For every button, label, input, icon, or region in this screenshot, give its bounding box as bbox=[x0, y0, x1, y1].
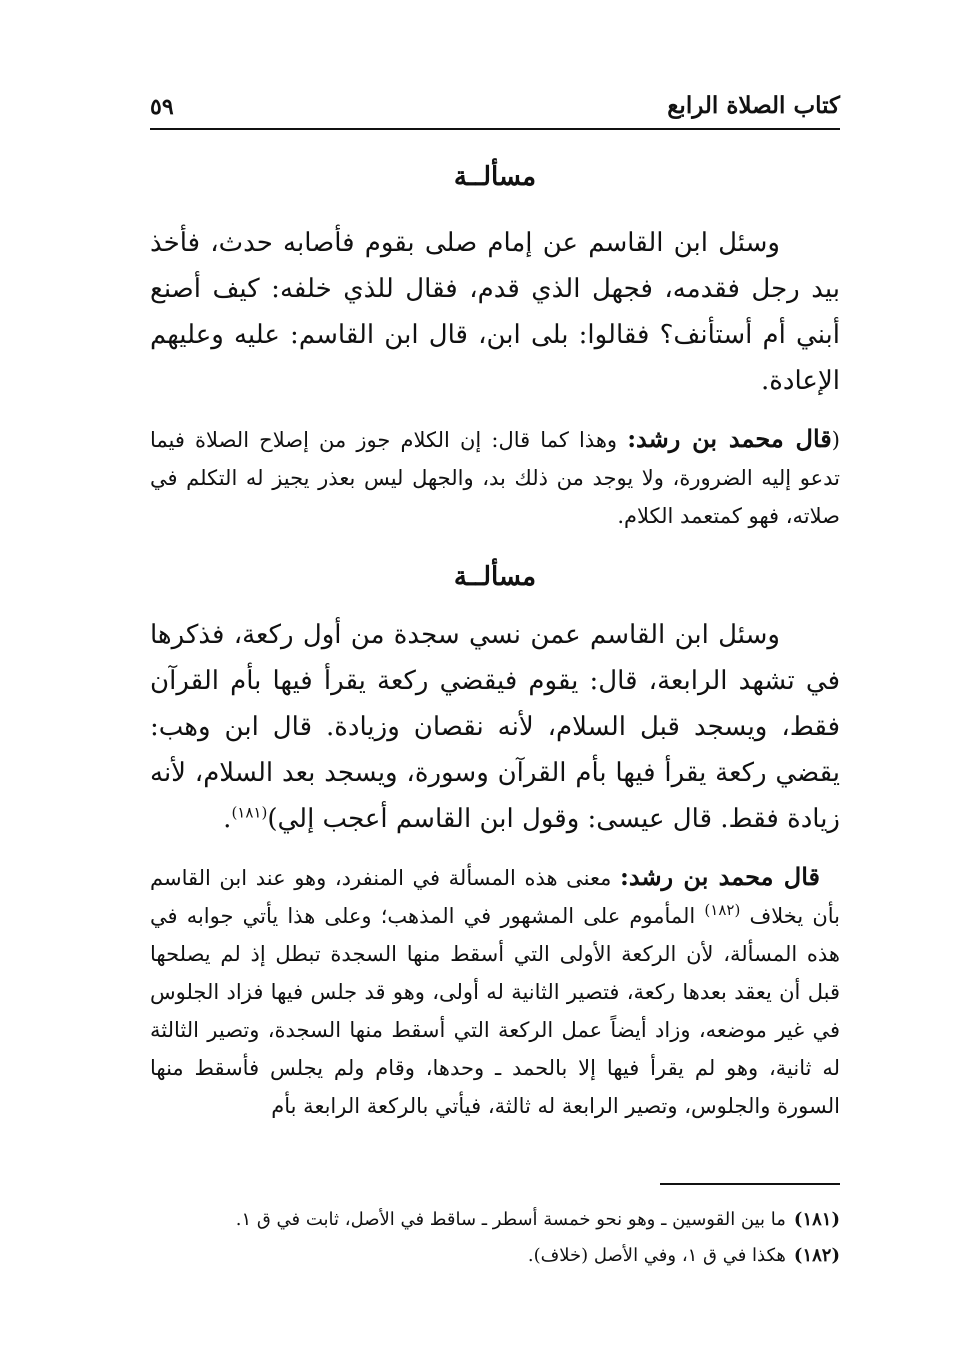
footnotes bbox=[150, 1202, 840, 1274]
footnote-separator bbox=[660, 1183, 840, 1185]
section-title: مسألــة bbox=[453, 562, 537, 592]
commentary-lead: قال محمد بن رشد: bbox=[627, 424, 832, 453]
footnote-number: (١٨٢) bbox=[793, 1245, 840, 1266]
commentary-text: المأموم على المشهور في المذهب؛ وعلى هذا يأتي جوابه في هذه المسألة، لأن الركعة الأولى التي أسقط منها السجدة تبطل إذ لم يصلحها قبل أن يعقد بعدها ركعة، فتصير الثانية له أولى، وهو قد جلس فيها فزاد الجلوس في غير موضعه، وزاد أيضاً عمل الركعة التي أسقط منها السجدة، وتصير الثالثة له ثانية، وهو لم يقرأ فيها إلا بالحمد ـ وحدها، وقام ولم يجلس فأسقط منها السورة والجلوس، وتصير الرابعة له ثالثة، فيأتي بالركعة الرابعة بأم bbox=[150, 904, 840, 1118]
footnote bbox=[150, 1202, 840, 1238]
question-paragraph bbox=[150, 220, 840, 404]
commentary-paragraph bbox=[150, 858, 840, 1125]
question-end: . bbox=[223, 804, 232, 834]
page-header bbox=[150, 88, 840, 130]
footnote-reference: (١٨١) bbox=[231, 803, 268, 822]
commentary-open-paren: ( bbox=[831, 428, 840, 452]
commentary-paragraph bbox=[150, 420, 840, 535]
question-paragraph bbox=[150, 612, 840, 842]
commentary-text: وهذا كما قال: إن الكلام جوز من إصلاح الصلاة فيما تدعو إليه الضرورة، ولا يوجد من ذلك بد، والجهل ليس بعذر يجيز له التكلم في صلاته، فهو كمتعمد الكلام. bbox=[150, 428, 840, 528]
footnote-number: (١٨١) bbox=[793, 1209, 840, 1230]
commentary-text: معنى هذه المسألة في المنفرد، وهو عند ابن القاسم بأن يخلاف bbox=[150, 866, 840, 928]
question-text: وسئل ابن القاسم عمن نسي سجدة من أول ركعة، فذكرها في تشهد الرابعة، قال: يقوم فيقضي ركعة يقرأ فيها بأم القرآن فقط، ويسجد قبل السلام، لأنه نقصان وزيادة. قال ابن وهب: يقضي ركعة يقرأ فيها بأم القرآن وسورة، ويسجد بعد السلام، لأنه زيادة فقط. قال عيسى: وقول ابن القاسم أعجب إلي) bbox=[150, 620, 841, 834]
footnote-text: هكذا في ق ١، وفي الأصل (خلاف). bbox=[527, 1245, 786, 1266]
commentary-lead: قال محمد بن رشد: bbox=[619, 862, 820, 891]
footnote bbox=[150, 1238, 840, 1274]
section-title: مسألــة bbox=[453, 162, 537, 192]
question-text: وسئل ابن القاسم عن إمام صلى بقوم فأصابه حدث، فأخذ بيد رجل فقدمه، فجهل الذي قدم، فقال للذي خلفه: كيف أصنع أبني أم أستأنف؟ فقالوا: بلى ابن، قال ابن القاسم: عليه وعليهم الإعادة. bbox=[150, 228, 840, 396]
footnote-reference: (١٨٢) bbox=[704, 901, 741, 919]
footnote-text: ما بين القوسين ـ وهو نحو خمسة أسطر ـ ساقط في الأصل، ثابت في ق ١. bbox=[235, 1209, 786, 1230]
page-number: ٥٩ bbox=[150, 94, 174, 120]
running-title: كتاب الصلاة الرابع bbox=[667, 92, 840, 119]
